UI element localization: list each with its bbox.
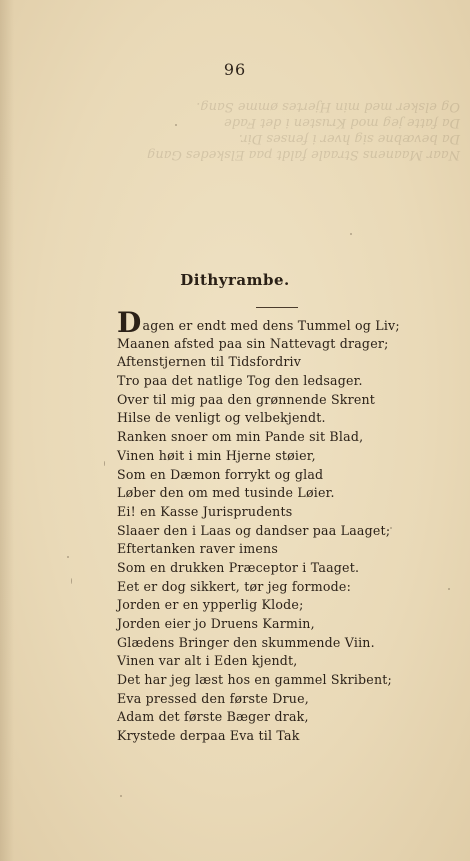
poem-line: Eet er dog sikkert, tør jeg formode:: [117, 578, 352, 594]
poem-line: Krystede derpaa Eva til Tak: [117, 728, 300, 744]
title-rule: [256, 307, 298, 308]
paper-speck: [175, 124, 177, 126]
poem-line: Ei! en Kasse Jurisprudents: [117, 503, 293, 519]
poem-line: Over til mig paa den grønnende Skrent: [117, 391, 376, 407]
bleed-line: Da bevæbne sig hver i fenses Dir.: [238, 131, 460, 146]
poem-line: Slaaer den i Laas og dandser paa Laaget;: [117, 522, 391, 538]
poem-line: Glædens Bringer den skummende Viin.: [117, 634, 375, 650]
paper-speck: [104, 461, 105, 466]
poem-line-text: agen er endt med dens Tummel og Liv;: [142, 318, 400, 333]
poem-line: Maanen afsted paa sin Nattevagt drager;: [117, 335, 389, 351]
poem-line: Jorden er en ypperlig Klode;: [117, 597, 304, 613]
poem-line: Hilse de venligt og velbekjendt.: [117, 410, 326, 426]
poem-line: Som en Dæmon forrykt og glad: [117, 466, 324, 482]
bleed-through-text: [130, 98, 460, 162]
paper-speck: [350, 233, 352, 235]
poem-line: Eftertanken raver imens: [117, 541, 278, 557]
drop-cap: D: [117, 306, 142, 339]
poem-line: Løber den om med tusinde Løier.: [117, 485, 335, 501]
poem-line: Eva pressed den første Drue,: [117, 690, 309, 706]
bleed-line: Og elsker med min Hjertes ømme Sang.: [196, 99, 460, 114]
poem-line: Jorden eier jo Druens Karmin,: [117, 616, 315, 631]
poem-line: Vinen høit i min Hjerne støier,: [117, 447, 316, 463]
paper-speck: [390, 527, 392, 529]
page-number: 96: [223, 60, 247, 79]
page-gutter-shade: [0, 0, 14, 861]
paper-speck: [448, 588, 450, 590]
poem-title: Dithyrambe.: [180, 271, 290, 289]
poem-line: Som en drukken Præceptor i Taaget.: [117, 559, 360, 575]
poem-line: Ranken snoer om min Pande sit Blad,: [117, 429, 364, 445]
paper-speck: [71, 578, 72, 584]
bleed-line: Da fatte jeg mod Krusten i det Fade: [224, 115, 460, 130]
poem-line: Tro paa det natlige Tog den ledsager.: [117, 373, 363, 389]
poem-line: Aftenstjernen til Tidsfordriv: [117, 354, 302, 370]
bleed-line: Naar Maanens Straale faldt paa Elskedes Gang: [147, 147, 460, 162]
paper-speck: [67, 556, 69, 558]
poem-line: [117, 306, 457, 339]
poem-line: Adam det første Bæger drak,: [117, 709, 309, 725]
poem-line: Vinen var alt i Eden kjendt,: [117, 653, 298, 669]
poem-line: Det har jeg læst hos en gammel Skribent;: [117, 672, 392, 688]
poem-body: [117, 306, 457, 746]
paper-speck: [120, 795, 122, 797]
